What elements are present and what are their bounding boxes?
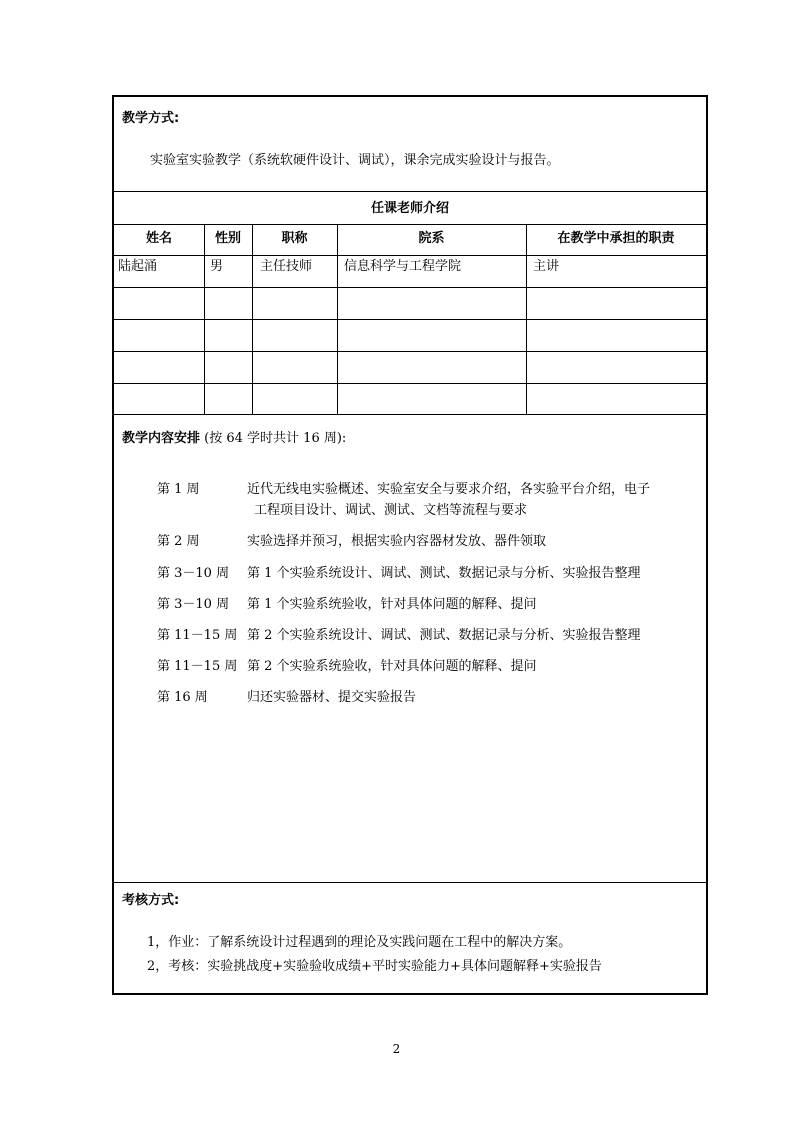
schedule-label-bold: 教学内容安排 <box>122 431 201 446</box>
table-row-divider <box>114 414 706 415</box>
teacher-name-cell: 陆起涌 <box>118 259 158 274</box>
assessment-line: 2，考核：实验挑战度+实验验收成绩+平时实验能力+具体问题解释+实验报告 <box>147 959 602 974</box>
schedule-week: 第 16 周 <box>157 690 208 705</box>
assessment-label: 考核方式: <box>122 893 180 908</box>
table-header-department: 院系 <box>418 231 445 246</box>
course-form-frame <box>112 95 708 995</box>
schedule-content: 第 2 个实验系统验收，针对具体问题的解释、提问 <box>247 659 537 674</box>
teaching-method-label: 教学方式: <box>122 111 180 126</box>
schedule-content: 归还实验器材、提交实验报告 <box>247 690 417 705</box>
teacher-gender-cell: 男 <box>210 259 224 274</box>
table-header-duty: 在教学中承担的职责 <box>557 231 675 246</box>
table-header-gender: 性别 <box>214 231 241 246</box>
table-header-title: 职称 <box>281 231 308 246</box>
schedule-content: 第 1 个实验系统设计、调试、测试、数据记录与分析、实验报告整理 <box>247 566 641 581</box>
schedule-content: 近代无线电实验概述、实验室安全与要求介绍，各实验平台介绍，电子 <box>247 482 651 497</box>
table-row-divider <box>114 319 706 320</box>
teacher-duty-cell: 主讲 <box>533 259 560 274</box>
schedule-week: 第 2 周 <box>157 534 200 549</box>
schedule-content-continued: 工程项目设计、调试、测试、文档等流程与要求 <box>254 503 528 518</box>
schedule-week: 第 11－15 周 <box>157 659 238 674</box>
table-header-name: 姓名 <box>145 231 172 246</box>
schedule-week: 第 1 周 <box>157 482 200 497</box>
divider <box>114 882 706 883</box>
schedule-content: 第 2 个实验系统设计、调试、测试、数据记录与分析、实验报告整理 <box>247 628 641 643</box>
table-row-divider <box>114 287 706 288</box>
teacher-department-cell: 信息科学与工程学院 <box>344 259 462 274</box>
assessment-line: 1，作业：了解系统设计过程遇到的理论及实践问题在工程中的解决方案。 <box>147 935 572 950</box>
divider <box>114 191 706 192</box>
teaching-method-text: 实验室实验教学（系统软硬件设计、调试），课余完成实验设计与报告。 <box>150 153 560 168</box>
schedule-label-rest: (按 64 学时共计 16 周): <box>204 431 347 446</box>
schedule-label <box>122 431 346 447</box>
divider <box>114 224 706 225</box>
page-number: 2 <box>392 1042 401 1056</box>
schedule-week: 第 11－15 周 <box>157 628 238 643</box>
schedule-week: 第 3－10 周 <box>157 597 230 612</box>
schedule-content: 第 1 个实验系统验收，针对具体问题的解释、提问 <box>247 597 537 612</box>
teachers-title: 任课老师介绍 <box>370 201 449 216</box>
schedule-content: 实验选择并预习，根据实验内容器材发放、器件领取 <box>247 534 547 549</box>
schedule-week: 第 3－10 周 <box>157 566 230 581</box>
table-row-divider <box>114 255 706 256</box>
table-row-divider <box>114 351 706 352</box>
teacher-title-cell: 主任技师 <box>260 259 313 274</box>
table-row-divider <box>114 383 706 384</box>
